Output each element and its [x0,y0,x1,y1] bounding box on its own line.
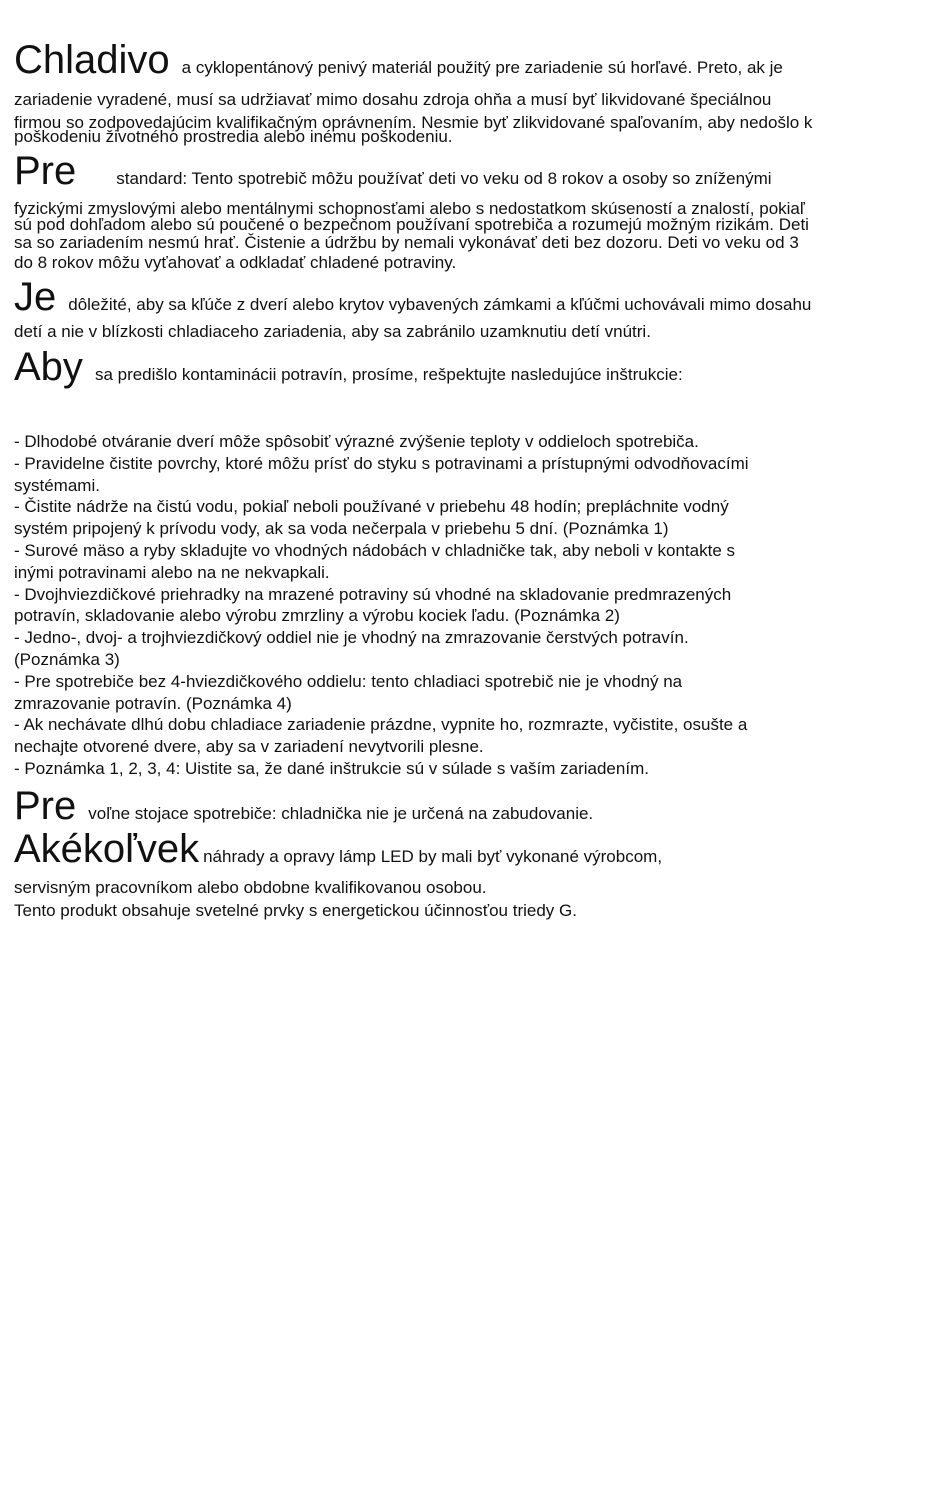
lamps-lead-word: Akékoľvek [14,827,200,871]
keys-paragraph [14,277,811,317]
refrigerant-lead-word: Chladivo [14,38,170,82]
instruction-line: systémami. [14,476,100,495]
freestanding-paragraph [14,786,593,826]
standard-paragraph [14,151,772,191]
instruction-line: - Pre spotrebiče bez 4-hviezdičkového oddielu: tento chladiaci spotrebič nie je vhodný na [14,672,683,691]
keys-line: detí a nie v blízkosti chladiaceho zariadenia, aby sa zabránilo uzamknutiu detí vnútri. [14,322,651,341]
instruction-line: zmrazovanie potravín. (Poznámka 4) [14,694,292,713]
instruction-line: - Poznámka 1, 2, 3, 4: Uistite sa, že dané inštrukcie sú v súlade s vaším zariadením. [14,759,649,778]
keys-first-line: dôležité, aby sa kľúče z dverí alebo krytov vybavených zámkami a kľúčmi uchovávali mimo dosahu [68,295,812,314]
contamination-first-line: sa predišlo kontaminácii potravín, prosíme, rešpektujte nasledujúce inštrukcie: [94,365,683,384]
instruction-line: - Dvojhviezdičkové priehradky na mrazené potraviny sú vhodné na skladovanie predmrazených [14,585,732,604]
standard-line: sa so zariadením nesmú hrať. Čistenie a údržbu by nemali vykonávať deti bez dozoru. Deti vo veku od 3 [14,233,799,252]
contamination-lead-word: Aby [14,345,83,389]
standard-line: fyzickými zmyslovými alebo mentálnymi schopnosťami alebo s nedostatkom skúseností a znalostí, pokiaľ [14,199,805,218]
refrigerant-line: poškodeniu životného prostredia alebo inému poškodeniu. [14,127,453,146]
instruction-line: nechajte otvorené dvere, aby sa v zariadení nevytvorili plesne. [14,737,484,756]
standard-lead-word: Pre [14,149,77,193]
lamps-first-line: náhrady a opravy lámp LED by mali byť vykonané výrobcom, [203,847,663,866]
instruction-line: potravín, skladovanie alebo výrobu zmrzliny a výrobu kociek ľadu. (Poznámka 2) [14,606,620,625]
instruction-line: systém pripojený k prívodu vody, ak sa voda nečerpala v priebehu 5 dní. (Poznámka 1) [14,519,669,538]
instruction-line: - Pravidelne čistite povrchy, ktoré môžu prísť do styku s potravinami a prístupnými odvodňovacími [14,454,749,473]
instruction-line: inými potravinami alebo na ne nekvapkali. [14,563,330,582]
instruction-line: - Jedno-, dvoj- a trojhviezdičkový oddiel nie je vhodný na zmrazovanie čerstvých potravín. [14,628,689,647]
freestanding-first-line: voľne stojace spotrebiče: chladnička nie je určená na zabudovanie. [88,804,594,823]
refrigerant-first-line: a cyklopentánový penivý materiál použitý pre zariadenie sú horľavé. Preto, ak je [181,58,783,77]
refrigerant-line: firmou so zodpovedajúcim kvalifikačným oprávnením. Nesmie byť zlikvidované spaľovaním, aby nedošlo k [14,113,813,132]
instruction-line: - Dlhodobé otváranie dverí môže spôsobiť výrazné zvýšenie teploty v oddieloch spotrebiča. [14,432,699,451]
contamination-paragraph [14,347,683,387]
instruction-line: (Poznámka 3) [14,650,120,669]
lamps-line: servisným pracovníkom alebo obdobne kvalifikovanou osobou. [14,878,487,897]
instruction-line: - Ak nechávate dlhú dobu chladiace zariadenie prázdne, vypnite ho, rozmrazte, vyčistite, osušte a [14,715,748,734]
lamps-line: Tento produkt obsahuje svetelné prvky s energetickou účinnosťou triedy G. [14,901,577,920]
instruction-line: - Čistite nádrže na čistú vodu, pokiaľ neboli používané v priebehu 48 hodín; prepláchnite vodný [14,497,729,516]
keys-lead-word: Je [14,275,57,319]
lamps-paragraph [14,829,662,869]
instruction-line: - Surové mäso a ryby skladujte vo vhodných nádobách v chladničke tak, aby neboli v kontakte s [14,541,736,560]
refrigerant-paragraph [14,40,783,80]
refrigerant-line: zariadenie vyradené, musí sa udržiavať mimo dosahu zdroja ohňa a musí byť likvidované špeciálnou [14,90,772,109]
standard-line: do 8 rokov môžu vyťahovať a odkladať chladené potraviny. [14,253,457,272]
freestanding-lead-word: Pre [14,784,77,828]
standard-line: sú pod dohľadom alebo sú poučené o bezpečnom používaní spotrebiča a rozumejú možným rizikám. Deti [14,215,809,234]
standard-first-line: standard: Tento spotrebič môžu používať deti vo veku od 8 rokov a osoby so zníženými [116,169,772,188]
